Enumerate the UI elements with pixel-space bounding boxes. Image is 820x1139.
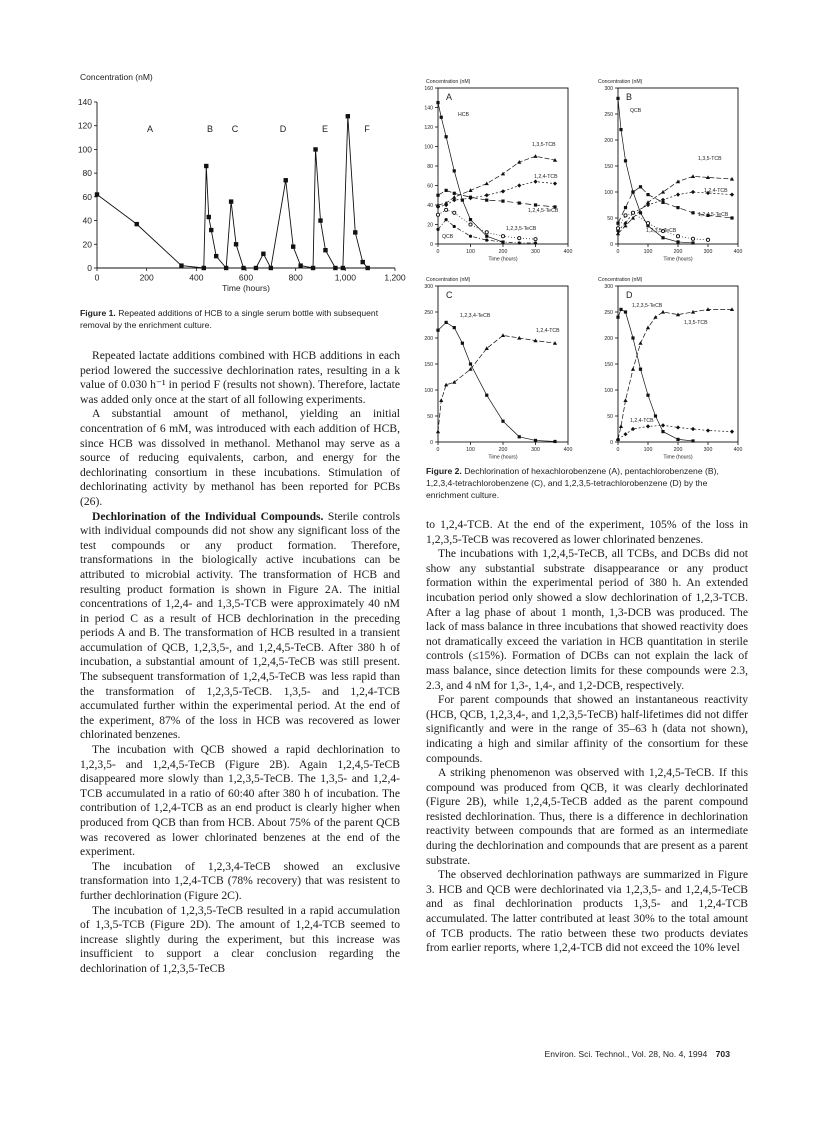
data-point xyxy=(619,424,623,428)
data-point xyxy=(439,398,443,402)
data-point xyxy=(653,315,657,319)
data-point xyxy=(619,308,622,311)
data-point xyxy=(485,199,488,202)
data-point xyxy=(436,430,440,434)
data-point xyxy=(313,147,317,151)
data-point xyxy=(676,235,679,238)
y-tick-label: 80 xyxy=(427,163,433,170)
figure-1-caption xyxy=(80,307,398,331)
data-point xyxy=(501,172,505,176)
period-label: C xyxy=(231,124,239,134)
series-label: 1,3,5-TCB xyxy=(698,156,722,162)
data-point xyxy=(453,192,456,195)
paragraph-text: For parent compounds that showed an instantaneous reactivity (HCB, QCB, 1,2,3,4-, and 1,2,3,5-TeCB) half-lifetimes did not differ significantly and were in the range of 35–63 h (data not shown), indicating a high and similar affinity of the consortium for these compounds. xyxy=(426,693,748,765)
section-heading: Dechlorination of the Individual Compounds. xyxy=(92,509,324,523)
series-line xyxy=(618,98,693,243)
page-footer xyxy=(545,1049,730,1059)
x-axis-title: Time (hours) xyxy=(222,283,270,293)
x-tick-label: 200 xyxy=(139,272,154,283)
data-point xyxy=(553,181,557,185)
data-point xyxy=(661,423,665,427)
series-label: 1,3,5-TCB xyxy=(684,320,708,326)
x-tick-label: 200 xyxy=(673,447,683,454)
x-axis-title: Time (hours) xyxy=(488,256,518,263)
y-tick-label: 50 xyxy=(427,413,433,420)
y-tick-label: 150 xyxy=(604,361,613,368)
data-point xyxy=(501,189,505,193)
data-point xyxy=(730,193,734,197)
data-point xyxy=(485,235,488,238)
data-point xyxy=(440,116,443,119)
data-point xyxy=(691,190,695,194)
y-tick-label: 250 xyxy=(424,309,433,316)
data-point xyxy=(533,154,537,158)
series-1,2,4-TCB xyxy=(436,174,558,209)
data-point xyxy=(623,398,627,402)
paragraph-text: to 1,2,4-TCB. At the end of the experiment, 105% of the loss in 1,2,3,5-TeCB was recovered as lower chlorinated benzenes. xyxy=(426,518,748,546)
y-axis-title: Concentration (nM) xyxy=(426,79,471,85)
data-point xyxy=(501,235,504,238)
y-tick-label: 0 xyxy=(430,439,433,446)
data-point xyxy=(365,266,369,270)
y-axis-title: Concentration (nM) xyxy=(598,277,643,283)
x-tick-label: 200 xyxy=(498,249,508,256)
series-line xyxy=(618,213,708,240)
y-axis-title: Concentration (nM) xyxy=(426,277,471,283)
data-point xyxy=(646,222,649,225)
data-point xyxy=(616,97,619,100)
data-point xyxy=(676,193,680,197)
series-1,2,4-TCB xyxy=(436,328,560,433)
x-axis-title: Time (hours) xyxy=(663,256,693,263)
data-point xyxy=(445,135,448,138)
data-point xyxy=(646,424,650,428)
chart-fig2d xyxy=(598,277,742,460)
series-line xyxy=(618,176,732,233)
data-point xyxy=(436,101,439,104)
x-tick-label: 200 xyxy=(673,249,683,256)
data-point xyxy=(453,326,456,329)
data-point xyxy=(518,237,521,240)
data-point xyxy=(501,200,504,203)
data-point xyxy=(318,218,322,222)
series-label: 1,2,3,5-TeCB xyxy=(632,303,663,309)
y-tick-label: 200 xyxy=(424,335,433,342)
y-tick-label: 200 xyxy=(604,137,613,144)
data-point xyxy=(631,190,634,193)
x-tick-label: 300 xyxy=(531,447,540,454)
data-point xyxy=(353,230,357,234)
y-tick-label: 100 xyxy=(424,144,433,151)
series-label: 1,2,4,5-TeCB xyxy=(698,212,729,218)
x-tick-label: 300 xyxy=(531,249,540,256)
y-tick-label: 20 xyxy=(82,239,92,250)
y-tick-label: 160 xyxy=(424,85,433,92)
data-point xyxy=(691,427,695,431)
y-tick-label: 80 xyxy=(82,168,92,179)
y-tick-label: 60 xyxy=(82,191,92,202)
data-point xyxy=(485,239,488,242)
data-point xyxy=(691,174,695,178)
y-tick-label: 200 xyxy=(604,335,613,342)
paragraph xyxy=(80,407,400,509)
data-point xyxy=(624,310,627,313)
data-point xyxy=(234,242,238,246)
figure-1-chart xyxy=(70,70,410,300)
data-point xyxy=(135,222,139,226)
series-label: 1,3,5-TCB xyxy=(532,142,556,148)
data-point xyxy=(311,266,315,270)
series-label: HCB xyxy=(458,112,469,118)
paragraph xyxy=(426,518,748,547)
data-point xyxy=(461,342,464,345)
paragraph-text: Repeated lactate additions combined with HCB additions in each period lowered the successive dechlorination rates, resulting in a k value of 0.030 h⁻¹ in period F (results not shown). Therefore, lactate was added only once at the start of all following experiments. xyxy=(80,349,400,406)
data-point xyxy=(445,321,448,324)
paragraph-text: A striking phenomenon was observed with 1,2,4,5-TeCB. If this compound was produced from QCB, it was clearly dechlorinated (Figure 2B), while 1,2,4,5-TeCB added as the parent compound resisted dechlorination. Thus, there is a difference in dechlorination reactivity between compounds that are formed as an intermediate during the dechlorination and compounds that are present as a parent substrate. xyxy=(426,766,748,867)
series-line xyxy=(97,116,368,268)
data-point xyxy=(346,114,350,118)
x-tick-label: 0 xyxy=(616,447,620,454)
x-tick-label: 300 xyxy=(703,249,713,256)
y-tick-label: 0 xyxy=(87,262,92,273)
y-tick-label: 300 xyxy=(604,283,613,290)
data-point xyxy=(676,240,679,243)
data-point xyxy=(444,203,448,207)
x-tick-label: 1,000 xyxy=(334,272,356,283)
paragraph-text: Sterile controls with individual compounds did not show any significant loss of the test compounds or any product formation. Therefore, transformations in the biologically active incubations can be attributed to microbial activity. The transformation of HCB and resulting product formation is shown in Figure 2A. The initial concentrations of 1,2,4- and 1,3,5-TCB were approximately 40 nM in period C as a result of HCB dechlorination in the preceding periods A and B. The transformation of HCB resulted in a transient accumulation of QCB, 1,2,3,5-, and 1,2,4,5-TeCB. After 380 h of incubation, a substantial amount of 1,2,4,5-TeCB was still present. The subsequent transformation of 1,2,4,5-TeCB was less rapid than the transformation of 1,2,3,5-TeCB. 1,3,5- and 1,2,4-TCB accumulated further within the experimental period. At the end of the experiment, 87% of the loss in HCB was recovered as lower chlorinated benzenes. xyxy=(80,509,400,742)
x-tick-label: 300 xyxy=(703,447,713,454)
series-label: 1,2,4-TCB xyxy=(630,418,654,424)
chart-fig2c xyxy=(424,277,572,460)
data-point xyxy=(691,241,694,244)
data-point xyxy=(436,329,439,332)
data-point xyxy=(469,218,472,221)
paragraph xyxy=(80,743,400,860)
data-point xyxy=(436,213,439,216)
right-text-column xyxy=(426,518,748,956)
y-tick-label: 50 xyxy=(607,215,613,222)
data-point xyxy=(646,394,649,397)
y-tick-label: 120 xyxy=(424,124,433,131)
data-point xyxy=(517,336,521,340)
x-tick-label: 400 xyxy=(563,249,573,256)
x-tick-label: 400 xyxy=(563,447,573,454)
period-label: F xyxy=(364,124,370,134)
data-point xyxy=(534,238,537,241)
data-point xyxy=(638,341,642,345)
data-point xyxy=(501,240,504,243)
y-tick-label: 0 xyxy=(610,241,613,248)
y-tick-label: 40 xyxy=(427,202,433,209)
data-point xyxy=(179,263,183,267)
data-point xyxy=(95,192,99,196)
data-point xyxy=(436,228,439,231)
x-tick-label: 0 xyxy=(436,447,440,454)
y-tick-label: 250 xyxy=(604,111,613,118)
y-tick-label: 100 xyxy=(424,387,433,394)
y-tick-label: 60 xyxy=(427,183,433,190)
data-point xyxy=(631,336,634,339)
paragraph xyxy=(426,868,748,956)
y-tick-label: 0 xyxy=(430,241,433,248)
data-point xyxy=(631,211,634,214)
data-point xyxy=(485,193,489,197)
data-point xyxy=(730,430,734,434)
data-point xyxy=(639,185,642,188)
data-point xyxy=(361,260,365,264)
series-label: 1,2,4-TCB xyxy=(536,328,560,334)
data-point xyxy=(619,128,622,131)
footer-page-number: 703 xyxy=(715,1049,730,1059)
period-label: E xyxy=(321,124,329,134)
data-point xyxy=(323,248,327,252)
chart-fig2b xyxy=(598,79,742,262)
y-axis-title: Concentration (nM) xyxy=(80,72,153,82)
series-label: 1,2,4-TCB xyxy=(704,188,728,194)
data-point xyxy=(501,420,504,423)
data-point xyxy=(445,208,448,211)
paragraph-text: The observed dechlorination pathways are summarized in Figure 3. HCB and QCB were dechlorinated via 1,2,3,5- and 1,2,4,5-TeCB and as final dechlorination products 1,3,5- and 1,2,4-TCB accumulated. The latter contributed at least 30% to the total amount of TCB products. The ratio between these two products deviates from earlier reports, where 1,2,4-TCB did not exceed the 10% level xyxy=(426,868,748,955)
data-point xyxy=(706,238,709,241)
paragraph-text: A substantial amount of methanol, yielding an initial concentration of 6 mM, was introduced with each addition of HCB, since HCB was dissolved in methanol. Methanol may serve as a source of reducing equivalents, carbon, and energy for the dechlorinating consortium in these incubations. Stimulation of dechlorinating activity by methanol has been reported for PCBs (26). xyxy=(80,407,400,508)
paragraph xyxy=(426,766,748,868)
series-label: 1,2,3,5-TeCB xyxy=(646,228,677,234)
data-point xyxy=(501,333,505,337)
data-point xyxy=(730,216,733,219)
data-point xyxy=(624,159,627,162)
y-tick-label: 140 xyxy=(424,105,433,112)
data-point xyxy=(646,193,649,196)
data-point xyxy=(661,430,664,433)
series-label: 1,2,4-TCB xyxy=(534,174,558,180)
data-point xyxy=(453,225,456,228)
x-tick-label: 400 xyxy=(733,249,743,256)
data-point xyxy=(261,252,265,256)
figure-2-caption-text: Dechlorination of hexachlorobenzene (A), pentachlorobenzene (B), 1,2,3,4-tetrachlorobenzene (C), and 1,2,3,5-tetrachlorobenzene (D) by the enrichment culture. xyxy=(426,466,719,500)
y-tick-label: 20 xyxy=(427,222,433,229)
data-point xyxy=(453,169,456,172)
data-point xyxy=(518,435,521,438)
data-point xyxy=(298,263,302,267)
data-point xyxy=(661,201,664,204)
x-axis-title: Time (hours) xyxy=(663,454,693,461)
data-point xyxy=(631,367,635,371)
data-point xyxy=(691,211,694,214)
y-tick-label: 100 xyxy=(77,144,92,155)
x-tick-label: 0 xyxy=(94,272,100,283)
y-axis-title: Concentration (nM) xyxy=(598,79,643,85)
series-label: QCB xyxy=(442,234,454,240)
data-point xyxy=(533,180,537,184)
y-tick-label: 40 xyxy=(82,215,92,226)
y-tick-label: 100 xyxy=(604,387,613,394)
left-text-column xyxy=(80,349,400,977)
x-tick-label: 400 xyxy=(189,272,204,283)
data-point xyxy=(706,428,710,432)
plot-frame xyxy=(438,286,568,442)
data-point xyxy=(214,254,218,258)
series-HCB xyxy=(436,101,504,244)
data-point xyxy=(661,310,665,314)
paragraph xyxy=(80,349,400,407)
x-tick-label: 100 xyxy=(643,447,653,454)
x-tick-label: 100 xyxy=(643,249,653,256)
x-tick-label: 800 xyxy=(288,272,303,283)
data-point xyxy=(623,432,627,436)
figure-1-caption-label: Figure 1. xyxy=(80,308,116,318)
data-point xyxy=(333,266,337,270)
paragraph-text: The incubations with 1,2,4,5-TeCB, all TCBs, and DCBs did not show any substantial substrate disappearance or any product formation within the experimental period of 380 h. An extended incubation period only showed a slow dechlorination of 1,2,3-TCB. After a lag phase of about 1 month, 1,3-DCB was produced. The lack of mass balance in three incubations that showed reactivity does not dramatically exceed the variation in HCB quantitation in sterile controls (≤15%). Formation of DCBs can not explain the lack of mass balance, since detection limits for these compounds were 2.3, 2.3, and 4 nM for 1,3-, 1,4-, and 1,2-DCB, respectively. xyxy=(426,547,748,692)
paragraph xyxy=(426,547,748,693)
data-point xyxy=(661,236,664,239)
data-point xyxy=(284,178,288,182)
data-point xyxy=(518,241,521,244)
data-point xyxy=(691,439,694,442)
chart-fig1 xyxy=(78,72,406,293)
series-line xyxy=(618,425,732,439)
panel-letter: C xyxy=(446,290,453,300)
data-point xyxy=(485,394,488,397)
data-point xyxy=(485,231,488,234)
data-point xyxy=(204,164,208,168)
data-point xyxy=(202,266,206,270)
y-tick-label: 250 xyxy=(604,309,613,316)
paragraph-text: The incubation of 1,2,3,5-TeCB resulted in a rapid accumulation of 1,3,5-TCB (Figure 2D). The amount of 1,2,4-TCB seemed to increase slightly during the experiment, but this increase was insufficient to support a clear conclusion regarding the dechlorination of 1,2,3,5-TeCB xyxy=(80,903,400,975)
data-point xyxy=(224,266,228,270)
data-point xyxy=(445,218,448,221)
x-tick-label: 400 xyxy=(733,447,743,454)
x-tick-label: 1,200 xyxy=(384,272,406,283)
y-tick-label: 150 xyxy=(604,163,613,170)
period-label: A xyxy=(146,124,154,134)
data-point xyxy=(436,194,439,197)
paragraph xyxy=(80,904,400,977)
paragraph-text: The incubation of 1,2,3,4-TeCB showed an exclusive transformation into 1,2,4-TCB (78% recovery) that was resistent to further dechlorination (Figure 2C). xyxy=(80,859,400,902)
data-point xyxy=(453,211,456,214)
data-point xyxy=(631,427,635,431)
x-tick-label: 0 xyxy=(616,249,620,256)
panel-letter: D xyxy=(626,290,633,300)
data-point xyxy=(209,228,213,232)
y-tick-label: 50 xyxy=(607,413,613,420)
figure-1 xyxy=(70,70,410,300)
data-point xyxy=(254,266,258,270)
series-0 xyxy=(95,114,370,270)
series-label: QCB xyxy=(630,108,642,114)
data-point xyxy=(616,316,619,319)
data-point xyxy=(207,215,211,219)
x-axis-title: Time (hours) xyxy=(488,454,518,461)
data-point xyxy=(639,368,642,371)
paragraph xyxy=(80,860,400,904)
series-label: 1,2,3,5-TeCB xyxy=(506,226,537,232)
data-point xyxy=(654,414,657,417)
y-tick-label: 150 xyxy=(424,361,433,368)
x-tick-label: 100 xyxy=(466,447,475,454)
y-tick-label: 0 xyxy=(610,439,613,446)
chart-fig2a xyxy=(424,79,572,262)
data-point xyxy=(616,222,619,225)
data-point xyxy=(624,214,627,217)
paragraph-text: The incubation with QCB showed a rapid dechlorination to 1,2,3,5- and 1,2,4,5-TeCB (Figure 2B). Again 1,2,4,5-TeCB disappeared more slowly than 1,2,3,5-TeCB. The 1,3,5- and 1,2,4-TCB accumulated in a ratio of 60:40 after 380 h of incubation. The contribution of 1,2,4-TCB as an end product is clearly higher when produced from QCB than from HCB. About 75% of the parent QCB was recovered as lower chlorinated benzenes at the end of the experiment. xyxy=(80,743,400,859)
series-1,2,3,5-TeCB xyxy=(616,303,694,443)
data-point xyxy=(691,237,694,240)
series-label: 1,2,3,4-TeCB xyxy=(460,313,491,319)
data-point xyxy=(269,266,273,270)
y-tick-label: 100 xyxy=(604,189,613,196)
period-label: D xyxy=(279,124,287,134)
data-point xyxy=(291,244,295,248)
paragraph xyxy=(426,693,748,766)
paragraph xyxy=(80,510,400,744)
x-tick-label: 600 xyxy=(238,272,254,283)
data-point xyxy=(661,190,665,194)
data-point xyxy=(436,205,440,209)
data-point xyxy=(676,425,680,429)
y-tick-label: 300 xyxy=(604,85,613,92)
data-point xyxy=(676,206,679,209)
data-point xyxy=(534,241,537,244)
panel-letter: A xyxy=(446,92,453,102)
data-point xyxy=(469,196,472,199)
y-tick-label: 120 xyxy=(77,120,92,131)
data-point xyxy=(646,326,650,330)
data-point xyxy=(624,206,627,209)
series-QCB xyxy=(616,97,694,245)
data-point xyxy=(616,227,619,230)
data-point xyxy=(676,438,679,441)
data-point xyxy=(445,189,448,192)
data-point xyxy=(469,235,472,238)
data-point xyxy=(229,199,233,203)
data-point xyxy=(534,439,537,442)
x-tick-label: 100 xyxy=(466,249,475,256)
footer-journal: Environ. Sci. Technol., Vol. 28, No. 4, 1994 xyxy=(544,1049,708,1059)
data-point xyxy=(241,266,245,270)
x-tick-label: 0 xyxy=(436,249,440,256)
data-point xyxy=(469,362,472,365)
figure-1-caption-text: Repeated additions of HCB to a single serum bottle with subsequent removal by the enrichment culture. xyxy=(80,308,379,330)
data-point xyxy=(469,223,472,226)
data-point xyxy=(518,201,521,204)
figure-2-caption xyxy=(426,465,746,501)
figure-2-caption-label: Figure 2. xyxy=(426,466,462,476)
data-point xyxy=(517,183,521,187)
figure-2 xyxy=(420,70,760,461)
figure-2-chart xyxy=(420,70,760,461)
x-tick-label: 200 xyxy=(498,447,508,454)
y-tick-label: 300 xyxy=(424,283,433,290)
period-label: B xyxy=(206,124,214,134)
data-point xyxy=(553,440,556,443)
series-label: 1,2,4,5-TeCB xyxy=(528,208,559,214)
panel-letter: B xyxy=(626,92,633,102)
data-point xyxy=(485,181,489,185)
data-point xyxy=(341,266,345,270)
y-tick-label: 140 xyxy=(77,96,92,107)
data-point xyxy=(534,203,537,206)
